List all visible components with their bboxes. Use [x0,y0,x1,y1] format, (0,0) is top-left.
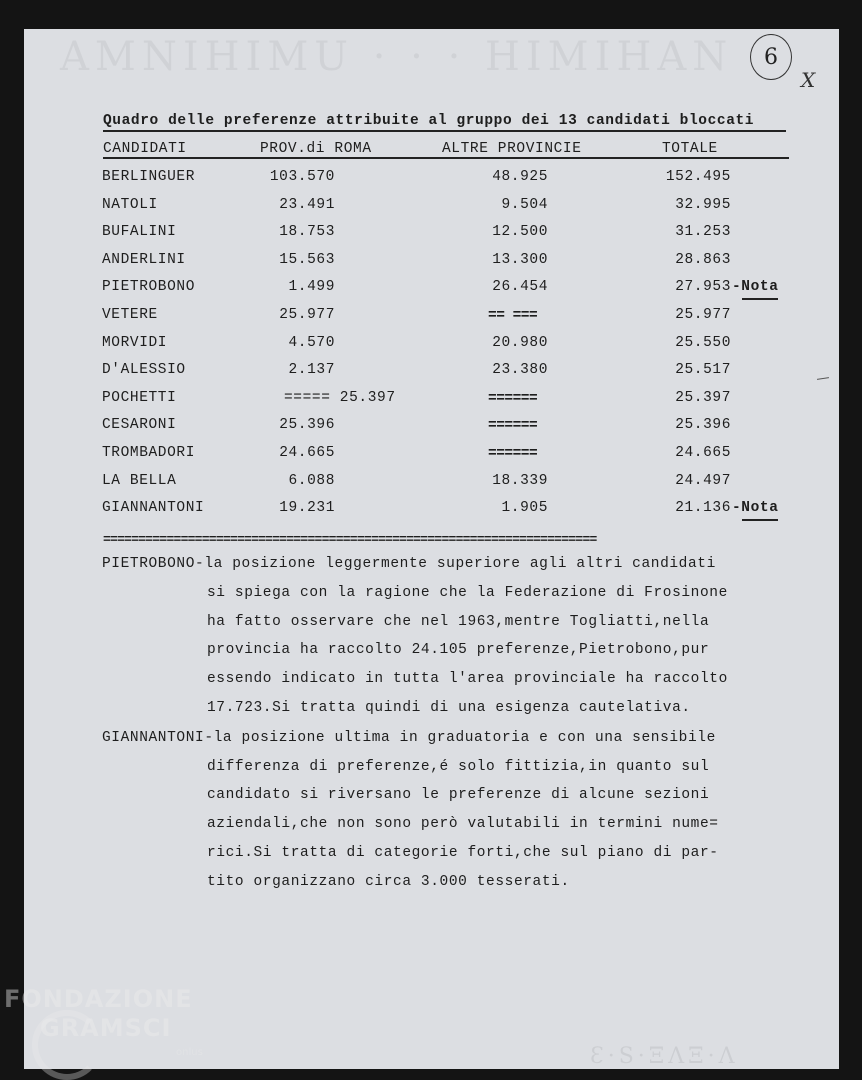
candidate-name: GIANNANTONI [102,500,205,516]
altre-value: 48.925 [492,169,548,185]
candidate-name: NATOLI [102,197,158,213]
table-separator: ====================================================================== [103,532,597,547]
altre-value: ====== [488,391,538,407]
candidate-name: CESARONI [102,417,177,433]
header-candidati: CANDIDATI [103,141,187,157]
note-line: aziendali,che non sono però valutabili in termini nume= [207,816,719,832]
candidate-name: BERLINGUER [102,169,196,185]
roma-value: 4.570 [288,335,335,351]
altre-value: 20.980 [492,335,548,351]
altre-value: 23.380 [492,362,548,378]
header-underline [103,157,789,159]
totale-value: 152.495 [665,169,731,185]
bleed-through-text: AMNIHIMU · · · HIMIHAN [60,34,734,80]
roma-value: 19.231 [279,500,335,516]
watermark-line1: FONDAZIONE [4,985,193,1013]
note-line: ha fatto osservare che nel 1963,mentre Togliatti,nella [207,614,710,630]
note-line: tito organizzano circa 3.000 tesserati. [207,874,570,890]
note-line: si spiega con la ragione che la Federazione di Frosinone [207,585,728,601]
candidate-name: PIETROBONO [102,279,196,295]
altre-value: 18.339 [492,473,548,489]
note-line: 17.723.Si tratta quindi di una esigenza cautelativa. [207,700,691,716]
note-line: differenza di preferenze,é solo fittizia,in quanto sul [207,759,710,775]
totale-value: 25.517 [675,362,731,378]
roma-value: 103.570 [269,169,335,185]
roma-value: 23.491 [279,197,335,213]
roma-value: 25.396 [279,417,335,433]
roma-value: 6.088 [288,473,335,489]
candidate-name: TROMBADORI [102,445,196,461]
totale-value: 25.397 [675,390,731,406]
totale-value: 25.396 [675,417,731,433]
altre-value: 13.300 [492,252,548,268]
totale-value: 25.977 [675,307,731,323]
totale-value: 21.136 [675,500,731,516]
totale-value: 27.953 [675,279,731,295]
altre-value: 1.905 [501,500,548,516]
note-first-line: PIETROBONO-la posizione leggermente superiore agli altri candidati [102,556,716,572]
title-underline [103,130,786,132]
note-line: provincia ha raccolto 24.105 preferenze,Pietrobono,pur [207,642,710,658]
nota-mark: -Nota [732,279,779,295]
candidate-name: MORVIDI [102,335,168,351]
candidate-name: LA BELLA [102,473,177,489]
document-page [24,29,839,1069]
watermark-line3: onlus [176,1047,203,1058]
altre-value: == === [488,308,538,324]
note-first-line: GIANNANTONI-la posizione ultima in graduatoria e con una sensibile [102,730,716,746]
candidate-name: D'ALESSIO [102,362,186,378]
page-number: 6 [750,34,792,80]
totale-value: 24.497 [675,473,731,489]
totale-value: 28.863 [675,252,731,268]
altre-value: ====== [488,418,538,434]
altre-value: 9.504 [501,197,548,213]
roma-value: 25.977 [279,307,335,323]
note-line: candidato si riversano le preferenze di alcune sezioni [207,787,710,803]
roma-value: 15.563 [279,252,335,268]
header-roma: PROV.di ROMA [260,141,372,157]
altre-value: ====== [488,446,538,462]
nota-mark: -Nota [732,500,779,516]
roma-value: 24.665 [279,445,335,461]
totale-value: 25.550 [675,335,731,351]
nota-underline [742,519,778,521]
candidate-name: BUFALINI [102,224,177,240]
roma-value: 18.753 [279,224,335,240]
altre-value: 26.454 [492,279,548,295]
altre-value: 12.500 [492,224,548,240]
watermark-line2: GRAMSCI [40,1014,172,1042]
candidate-name: POCHETTI [102,390,177,406]
bleed-through-text-bottom: Ɛ·S·ΞΛΞ·Λ [590,1044,739,1069]
note-line: essendo indicato in tutta l'area provinciale ha raccolto [207,671,728,687]
nota-underline [742,298,778,300]
totale-value: 24.665 [675,445,731,461]
roma-value: ===== 25.397 [284,390,396,406]
note-line: rici.Si tratta di categorie forti,che sul piano di par- [207,845,719,861]
totale-value: 32.995 [675,197,731,213]
corner-mark: X [801,68,816,92]
candidate-name: ANDERLINI [102,252,186,268]
header-totale: TOTALE [662,141,718,157]
roma-value: 1.499 [288,279,335,295]
header-altre: ALTRE PROVINCIE [442,141,582,157]
totale-value: 31.253 [675,224,731,240]
candidate-name: VETERE [102,307,158,323]
roma-value: 2.137 [288,362,335,378]
table-title: Quadro delle preferenze attribuite al gruppo dei 13 candidati bloccati [103,113,755,129]
